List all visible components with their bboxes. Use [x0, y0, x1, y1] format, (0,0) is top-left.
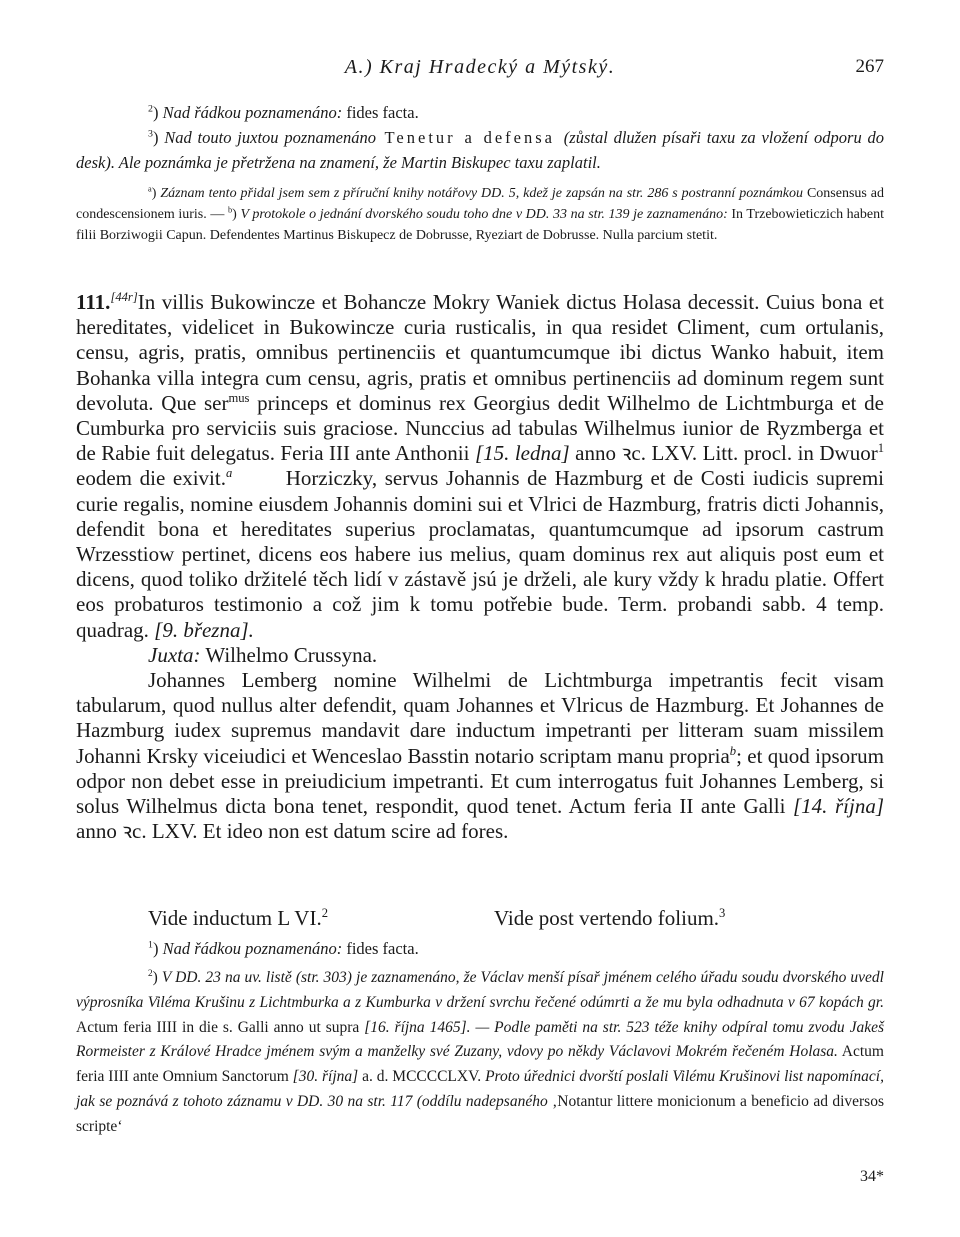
page-number: 267 [855, 56, 884, 77]
footnote-2-top: $^2$) Nad řádkou poznamenáno: fides facta. [148, 103, 419, 122]
footnote-a-b: $^a$) Záznam tento přidal jsem sem z příruční knihy notářovy DD. 5, kdež je zapsán na str. 286 s postranní poznámkou Consensus ad condescensionem iuris. — $^b$) V protokole o jednání dvorského soudu toho dne v DD. 33 na str. 139 je zaznamenáno: In Trzebowieticzich habent filii Borziwogii Capun. Defendentes Martinus Biskupecz de Dobrusse, Ryeziart de Dobrusse. Nulla parcium stetit. [76, 184, 884, 243]
bottom-footnote-1: $^1$) Nad řádkou poznamenáno: fides facta. [148, 939, 419, 958]
entry-number: 111. [76, 290, 111, 314]
footnote-3-top: $^3$) Nad touto juxtou poznamenáno Tenetur a defensa (zůstal dlužen písaři taxu za vložení odporu do desk). Ale poznámka je přetržena na znamení, že Martin Biskupec taxu zaplatil. [76, 128, 884, 172]
vide-left-note: Vide inductum L VI.$^2$ [148, 906, 329, 930]
entry-paragraph-2: Johannes Lemberg nomine Wilhelmi de Lichtmburga impetrantis fecit visam tabularum, quod nullus alter defendit, quam Johannes et Vlricus de Hazmburg. Et Johannes de Hazmburg iudex supremus mandavit dare inductum impetranti per litteram suam missilem Johanni Krsky viceiudici et Wenceslao Basstin notario scriptam manu propria$^b$; et quod ipsorum odpor non debet esse in preiudicium impetranti. Et cum interrogatus fuit Johannes Lemberg, si solus Wilhelmus dicta bona tenet, respondit, quod tenet. Actum feria II ante Galli [14. října] anno ꝛc. LXV. Et ideo non est datum scire ad fores. [76, 668, 884, 844]
vide-right-note: Vide post vertendo folium.$^3$ [494, 906, 726, 930]
top-footnotes [76, 100, 884, 175]
bottom-footnote-2: $^2$) V DD. 23 na uv. listě (str. 303) je zaznamenáno, že Václav menší písař jménem celého úřadu soudu dvorského uvedl výprosníka Viléma Krušinu z Lichtmburka a z Kumburka v držení svrchu řečené odúmrti a že mu byla odhadnuta v 67 kopách gr. Actum feria IIII in die s. Galli anno ut supra [16. října 1465]. — Podle paměti na str. 523 téže knihy odpíral tomu zvodu Jakeš Rormeister z Králové Hradce jménem svým a manželky své Zuzany, vdovy po někdy Václavovi Mokrém řečeném Holasa. Actum feria IIII ante Omnium Sanctorum [30. října] a. d. MCCCCLXV. Proto úřednici dvorští poslali Vilému Krušinovi list napomínací, jak se poznává z tohoto záznamu v DD. 30 na str. 117 (oddílu nadepsaného ‚Notantur littere monicionum a beneficio ad diversos scripte‘ [76, 968, 885, 1135]
juxta-line: Juxta: Wilhelmo Crussyna. [148, 642, 378, 667]
top-letter-footnotes [76, 183, 884, 246]
running-title: A.) Kraj Hradecký a Mýtský. [344, 56, 616, 78]
entry-111 [76, 290, 890, 844]
signature-mark: 34* [860, 1168, 884, 1185]
running-header [76, 56, 884, 82]
folio-mark: [44r] [110, 290, 138, 304]
entry-paragraph-1: 111.[44r]In villis Bukowincze et Bohancze Mokry Waniek dictus Holasa decessit. Cuius bona et hereditates, videlicet in Bukowincze curia rusticalis, in qua residet Climent, cum ortulanis, censu, agris, pratis, omnibus pertinenciis et quantumcumque ibi dictus Wanko habuit, item Bohanka villa integra cum censu, agris, pratis et omnibus pertinenciis ad dominum regem sunt devoluta. Que ser$^{mus}$ princeps et dominus rex Georgius dedit Wilhelmo de Lichtmburga et de Cumburka pro serviciis suis graciose. Nunccius ad tabulas Wilhelmus iunior de Ryzmberga et de Rabie fuit delegatus. Feria III ante Anthonii [15. ledna] anno ꝛc. LXV. Litt. procl. in Dwuor$^1$ eodem die exivit.$^a$ Horziczky, servus Johannis de Hazmburg et de Costi iudicis supremi curie regalis, nomine eiusdem Johannis domini sui et Vlrici de Hazmburg, fratris dicti Johannis, defendit bona et hereditates superius proclamatas, quantumcumque ad ipsorum castrum Wrzesstiow pertinet, dicens eos habere ius melius, quam dominus rex aut aliquis post eum et dicens, quod toliko držitelé těch lidí v zástavě jsú je drželi, ale kury vždy k hradu platie. Offert eos probaturos testimonio a což jim k tomu potřebie bude. Term. probandi sabb. 4 temp. quadrag. [9. března]. [76, 290, 890, 642]
